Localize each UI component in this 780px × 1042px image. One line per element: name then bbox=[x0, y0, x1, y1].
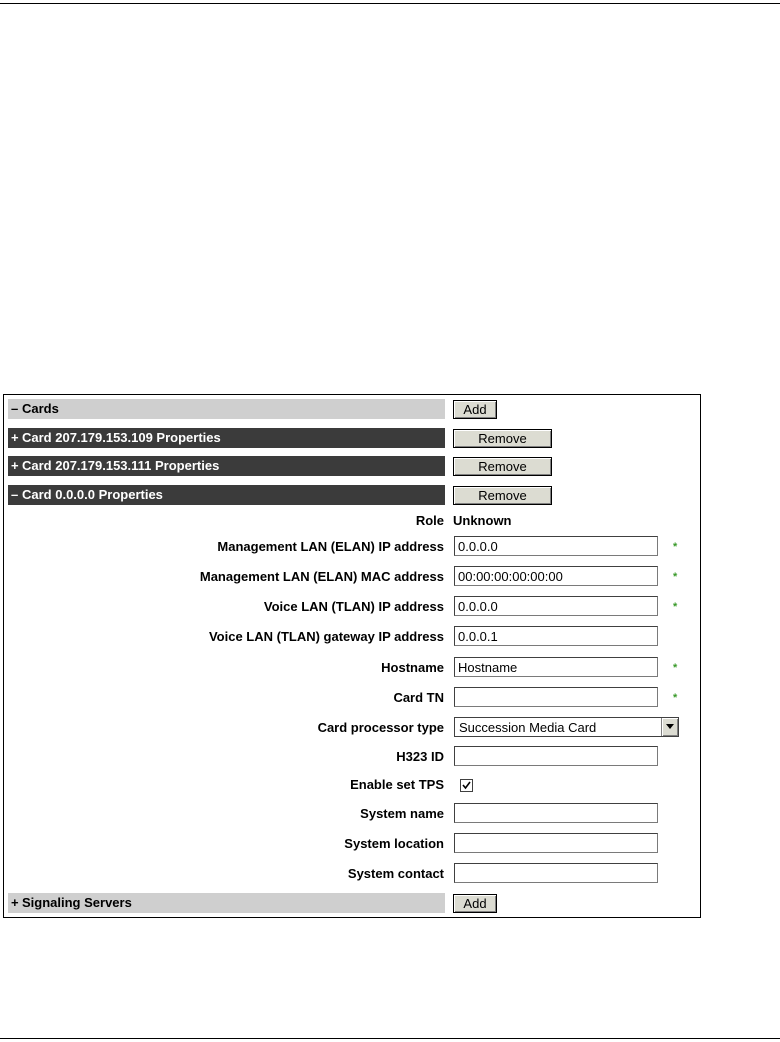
required-marker: * bbox=[673, 571, 678, 583]
system-location-input[interactable] bbox=[454, 833, 658, 853]
system-location-label: System location bbox=[344, 836, 444, 851]
h323-id-label: H323 ID bbox=[396, 749, 444, 764]
bottom-rule bbox=[0, 1038, 780, 1039]
processor-type-selected: Succession Media Card bbox=[459, 720, 597, 735]
system-name-label: System name bbox=[360, 806, 444, 821]
cards-section-header[interactable] bbox=[8, 399, 445, 419]
remove-card-button[interactable]: Remove bbox=[453, 486, 552, 505]
enable-tps-label: Enable set TPS bbox=[350, 777, 444, 792]
cards-section-label: Cards bbox=[22, 401, 59, 416]
top-rule bbox=[0, 3, 780, 4]
card-row-header[interactable] bbox=[8, 456, 445, 476]
cards-config-panel bbox=[3, 394, 701, 918]
system-name-input[interactable] bbox=[454, 803, 658, 823]
card-tn-label: Card TN bbox=[393, 690, 444, 705]
elan-ip-label: Management LAN (ELAN) IP address bbox=[217, 539, 444, 554]
remove-card-button[interactable]: Remove bbox=[453, 429, 552, 448]
collapse-icon: – bbox=[11, 401, 19, 416]
required-marker: * bbox=[673, 692, 678, 704]
tlan-gateway-label: Voice LAN (TLAN) gateway IP address bbox=[208, 629, 444, 644]
add-signaling-server-button[interactable]: Add bbox=[453, 894, 497, 913]
expand-icon: + bbox=[11, 895, 19, 910]
elan-mac-label: Management LAN (ELAN) MAC address bbox=[199, 569, 444, 584]
card-row-label: Card 0.0.0.0 Properties bbox=[22, 487, 163, 502]
system-contact-label: System contact bbox=[347, 866, 444, 881]
card-row-header[interactable] bbox=[8, 428, 445, 448]
role-label: Role bbox=[415, 513, 444, 528]
hostname-input[interactable] bbox=[454, 657, 658, 677]
role-value: Unknown bbox=[453, 513, 512, 528]
tlan-ip-input[interactable] bbox=[454, 596, 658, 616]
chevron-down-icon[interactable] bbox=[661, 718, 678, 736]
checkmark-icon bbox=[461, 780, 472, 791]
remove-card-button[interactable]: Remove bbox=[453, 457, 552, 476]
required-marker: * bbox=[673, 662, 678, 674]
processor-type-label: Card processor type bbox=[317, 720, 444, 735]
processor-type-select[interactable] bbox=[454, 717, 679, 737]
elan-mac-input[interactable] bbox=[454, 566, 658, 586]
required-marker: * bbox=[673, 601, 678, 613]
expand-icon: + bbox=[11, 458, 19, 473]
system-contact-input[interactable] bbox=[454, 863, 658, 883]
elan-ip-input[interactable] bbox=[454, 536, 658, 556]
card-row-label: Card 207.179.153.111 Properties bbox=[22, 458, 220, 473]
enable-tps-checkbox[interactable] bbox=[460, 779, 473, 792]
required-marker: * bbox=[673, 541, 678, 553]
signaling-section-header[interactable] bbox=[8, 893, 445, 913]
card-row-header[interactable] bbox=[8, 485, 445, 505]
h323-id-input[interactable] bbox=[454, 746, 658, 766]
card-row-label: Card 207.179.153.109 Properties bbox=[22, 430, 221, 445]
signaling-section-label: Signaling Servers bbox=[22, 895, 132, 910]
expand-icon: + bbox=[11, 430, 19, 445]
collapse-icon: – bbox=[11, 487, 19, 502]
tlan-gateway-input[interactable] bbox=[454, 626, 658, 646]
card-tn-input[interactable] bbox=[454, 687, 658, 707]
add-card-button[interactable]: Add bbox=[453, 400, 497, 419]
tlan-ip-label: Voice LAN (TLAN) IP address bbox=[263, 599, 444, 614]
hostname-label: Hostname bbox=[381, 660, 444, 675]
